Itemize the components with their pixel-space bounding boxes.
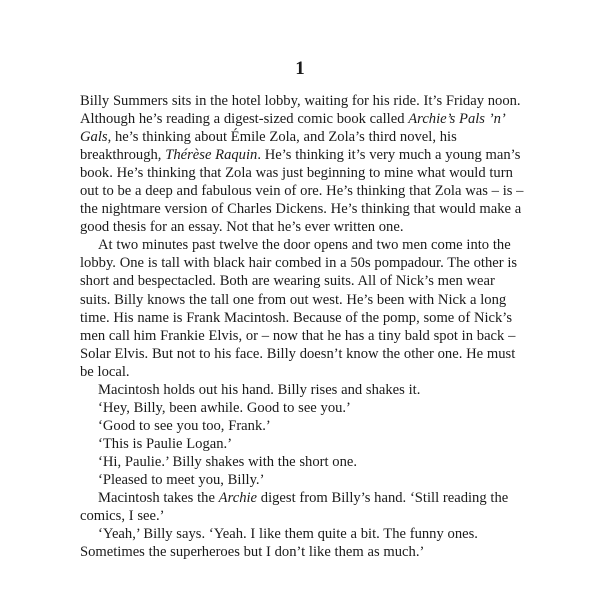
paragraph bbox=[80, 236, 524, 380]
paragraph bbox=[80, 471, 524, 489]
paragraph bbox=[80, 435, 524, 453]
paragraph bbox=[80, 417, 524, 435]
body-text-run: ‘Good to see you too, Frank.’ bbox=[98, 417, 271, 434]
paragraph bbox=[80, 489, 524, 525]
italic-title-text: Archie bbox=[218, 490, 258, 507]
body-text-run: digest from Billy’s hand. ‘Still reading the comics, I see.’ bbox=[80, 490, 509, 525]
body-text-run: . He’s thinking it’s very much a young man’s book. He’s thinking that Zola was just beginning to mine what would turn out to be a deep and fabulous vein of ore. He’s thinking that Zola was – is – the nightmare version of Charles Dickens. He’s thinking that would make a good thesis for an essay. Not that he’s ever written one. bbox=[80, 147, 524, 236]
chapter-number-heading: 1 bbox=[295, 58, 305, 79]
body-text-run: Macintosh holds out his hand. Billy rises and shakes it. bbox=[98, 381, 421, 398]
italic-title-text: Thérèse Raquin bbox=[165, 147, 258, 164]
body-text-run: ‘Yeah,’ Billy says. ‘Yeah. I like them quite a bit. The funny ones. Sometimes the superheroes but I don’t like them as much.’ bbox=[80, 526, 478, 561]
italic-title-text: Archie’s Pals ’n’ Gals bbox=[80, 111, 505, 146]
paragraph bbox=[80, 525, 524, 561]
body-text-run: , he’s thinking about Émile Zola, and Zola’s third novel, his breakthrough, bbox=[80, 129, 457, 164]
body-text-run: ‘This is Paulie Logan.’ bbox=[98, 435, 233, 452]
body-text-run: ‘Pleased to meet you, Billy.’ bbox=[98, 471, 265, 488]
body-text-run: Billy Summers sits in the hotel lobby, waiting for his ride. It’s Friday noon. Although he’s reading a digest-sized comic book called bbox=[80, 93, 521, 128]
paragraph bbox=[80, 453, 524, 471]
paragraph bbox=[80, 381, 524, 399]
body-text-run: At two minutes past twelve the door opens and two men come into the lobby. One is tall with black hair combed in a 50s pompadour. The other is short and bespectacled. Both are wearing suits. All of Nick’s men wear suits. Billy knows the tall one from out west. He’s been with Nick a long time. His name is Frank Macintosh. Because of the pomp, some of Nick’s men call him Frankie Elvis, or – now that he has a tiny bald spot in back – Solar Elvis. But not to his face. Billy doesn’t know the other one. He must be local. bbox=[80, 237, 518, 380]
page-body-text bbox=[80, 92, 524, 561]
body-text-run: ‘Hey, Billy, been awhile. Good to see you.’ bbox=[98, 399, 351, 416]
body-text-run: Macintosh takes the bbox=[98, 490, 219, 507]
paragraph bbox=[80, 399, 524, 417]
body-text-run: ‘Hi, Paulie.’ Billy shakes with the short one. bbox=[98, 453, 358, 470]
paragraph bbox=[80, 92, 524, 236]
